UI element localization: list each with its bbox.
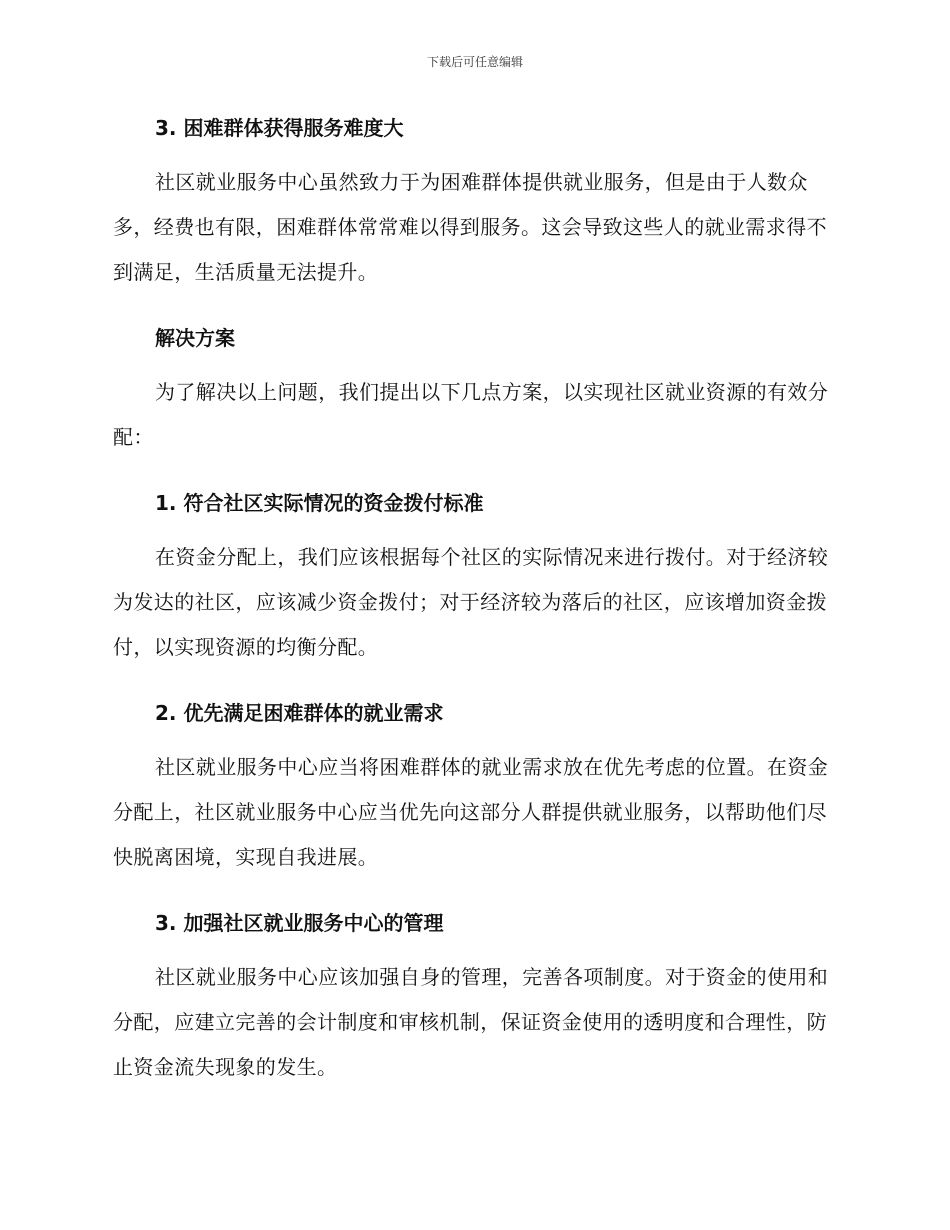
section-heading-management: 3. 加强社区就业服务中心的管理 [155, 911, 444, 935]
section-paragraph-management: 社区就业服务中心应该加强自身的管理，完善各项制度。对于资金的使用和分配，应建立完善的会计制度和审核机制，保证资金使用的透明度和合理性，防止资金流失现象的发生。 [113, 965, 829, 1079]
page-header: 下载后可任意编辑 [426, 55, 523, 69]
section-paragraph-funding-standard: 在资金分配上，我们应该根据每个社区的实际情况来进行拨付。对于经济较为发达的社区，应该减少资金拨付；对于经济较为落后的社区，应该增加资金拨付，以实现资源的均衡分配。 [113, 545, 829, 659]
section-paragraph-priority-needs: 社区就业服务中心应当将困难群体的就业需求放在优先考虑的位置。在资金分配上，社区就业服务中心应当优先向这部分人群提供就业服务，以帮助他们尽快脱离困境，实现自我进展。 [113, 755, 829, 869]
section-heading-funding-standard: 1. 符合社区实际情况的资金拨付标准 [155, 491, 484, 515]
section-paragraph-difficult-groups: 社区就业服务中心虽然致力于为困难群体提供就业服务，但是由于人数众多，经费也有限，困难群体常常难以得到服务。这会导致这些人的就业需求得不到满足，生活质量无法提升。 [113, 170, 827, 284]
document-body [113, 112, 835, 1090]
section-heading-solutions: 解决方案 [155, 326, 235, 350]
section-heading-difficult-groups: 3. 困难群体获得服务难度大 [155, 116, 404, 140]
section-heading-priority-needs: 2. 优先满足困难群体的就业需求 [155, 701, 444, 725]
section-paragraph-solutions: 为了解决以上问题，我们提出以下几点方案，以实现社区就业资源的有效分配： [113, 380, 829, 449]
